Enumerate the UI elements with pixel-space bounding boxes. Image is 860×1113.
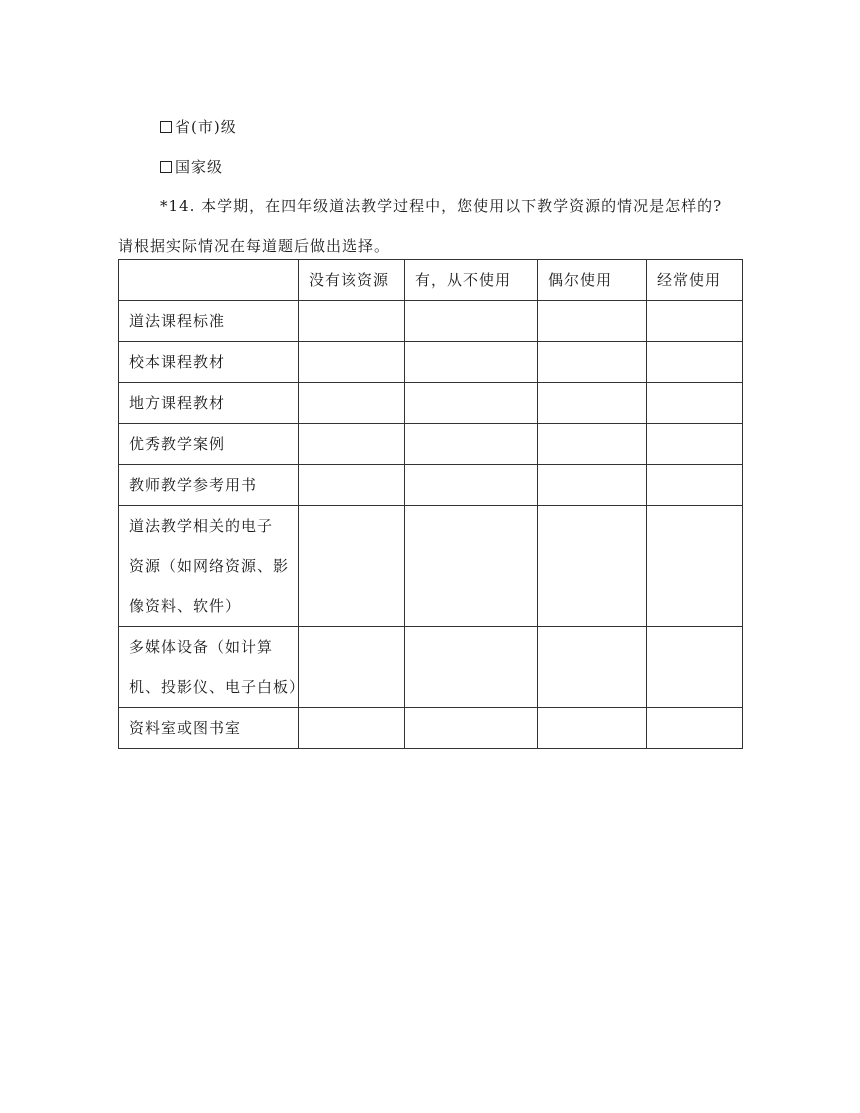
header-occasionally: 偶尔使用 — [538, 260, 647, 301]
row-label-line: 道法课程标准 — [129, 312, 226, 330]
answer-cell[interactable] — [647, 424, 743, 465]
option-province[interactable] — [160, 117, 237, 137]
table-row — [119, 342, 743, 383]
table-row — [119, 383, 743, 424]
answer-cell[interactable] — [538, 465, 647, 506]
answer-cell[interactable] — [647, 301, 743, 342]
answer-cell[interactable] — [299, 708, 405, 749]
answer-cell[interactable] — [538, 424, 647, 465]
answer-cell[interactable] — [299, 301, 405, 342]
option-national[interactable] — [160, 157, 223, 177]
row-label — [119, 708, 299, 749]
header-no-resource: 没有该资源 — [299, 260, 405, 301]
row-label-line: 多媒体设备（如计算 — [129, 638, 274, 656]
table-row — [119, 465, 743, 506]
option-province-label: 省(市)级 — [175, 118, 237, 136]
answer-cell[interactable] — [538, 301, 647, 342]
answer-cell[interactable] — [299, 465, 405, 506]
row-label-line: 资源（如网络资源、影 — [129, 557, 290, 575]
answer-cell[interactable] — [647, 383, 743, 424]
answer-cell[interactable] — [647, 465, 743, 506]
answer-cell[interactable] — [647, 506, 743, 627]
answer-cell[interactable] — [405, 424, 538, 465]
row-label-line: 像资料、软件） — [129, 597, 242, 615]
answer-cell[interactable] — [538, 627, 647, 708]
row-label-line: 道法教学相关的电子 — [129, 517, 274, 535]
row-label — [119, 424, 299, 465]
answer-cell[interactable] — [405, 342, 538, 383]
answer-cell[interactable] — [405, 506, 538, 627]
answer-cell[interactable] — [647, 342, 743, 383]
row-label-line: 校本课程教材 — [129, 353, 226, 371]
row-label — [119, 506, 299, 627]
answer-cell[interactable] — [538, 506, 647, 627]
row-label-line: 机、投影仪、电子白板） — [129, 678, 306, 696]
table-row — [119, 627, 743, 708]
row-label — [119, 301, 299, 342]
header-often: 经常使用 — [647, 260, 743, 301]
answer-cell[interactable] — [299, 383, 405, 424]
answer-cell[interactable] — [299, 342, 405, 383]
answer-cell[interactable] — [538, 708, 647, 749]
table-row — [119, 708, 743, 749]
row-label-line: 地方课程教材 — [129, 394, 226, 412]
header-blank — [119, 260, 299, 301]
table-row — [119, 301, 743, 342]
province-checkbox[interactable] — [160, 121, 172, 133]
row-label — [119, 383, 299, 424]
row-label — [119, 342, 299, 383]
row-label-line: 教师教学参考用书 — [129, 476, 258, 494]
answer-cell[interactable] — [405, 627, 538, 708]
answer-cell[interactable] — [299, 506, 405, 627]
table-header-row — [119, 260, 743, 301]
resource-usage-table — [118, 259, 743, 749]
row-label-line: 资料室或图书室 — [129, 719, 242, 737]
answer-cell[interactable] — [647, 627, 743, 708]
row-label — [119, 465, 299, 506]
row-label — [119, 627, 306, 708]
table-row — [119, 506, 743, 627]
table-row — [119, 424, 743, 465]
answer-cell[interactable] — [647, 708, 743, 749]
row-label-line: 优秀教学案例 — [129, 435, 226, 453]
national-checkbox[interactable] — [160, 161, 172, 173]
question-instruction: 请根据实际情况在每道题后做出选择。 — [118, 237, 391, 255]
option-national-label: 国家级 — [175, 158, 224, 176]
answer-cell[interactable] — [405, 301, 538, 342]
answer-cell[interactable] — [299, 424, 405, 465]
answer-cell[interactable] — [299, 627, 405, 708]
header-never-used: 有，从不使用 — [405, 260, 538, 301]
question-text: *14. 本学期，在四年级道法教学过程中，您使用以下教学资源的情况是怎样的? — [160, 197, 723, 215]
answer-cell[interactable] — [405, 708, 538, 749]
answer-cell[interactable] — [538, 383, 647, 424]
answer-cell[interactable] — [538, 342, 647, 383]
answer-cell[interactable] — [405, 383, 538, 424]
answer-cell[interactable] — [405, 465, 538, 506]
